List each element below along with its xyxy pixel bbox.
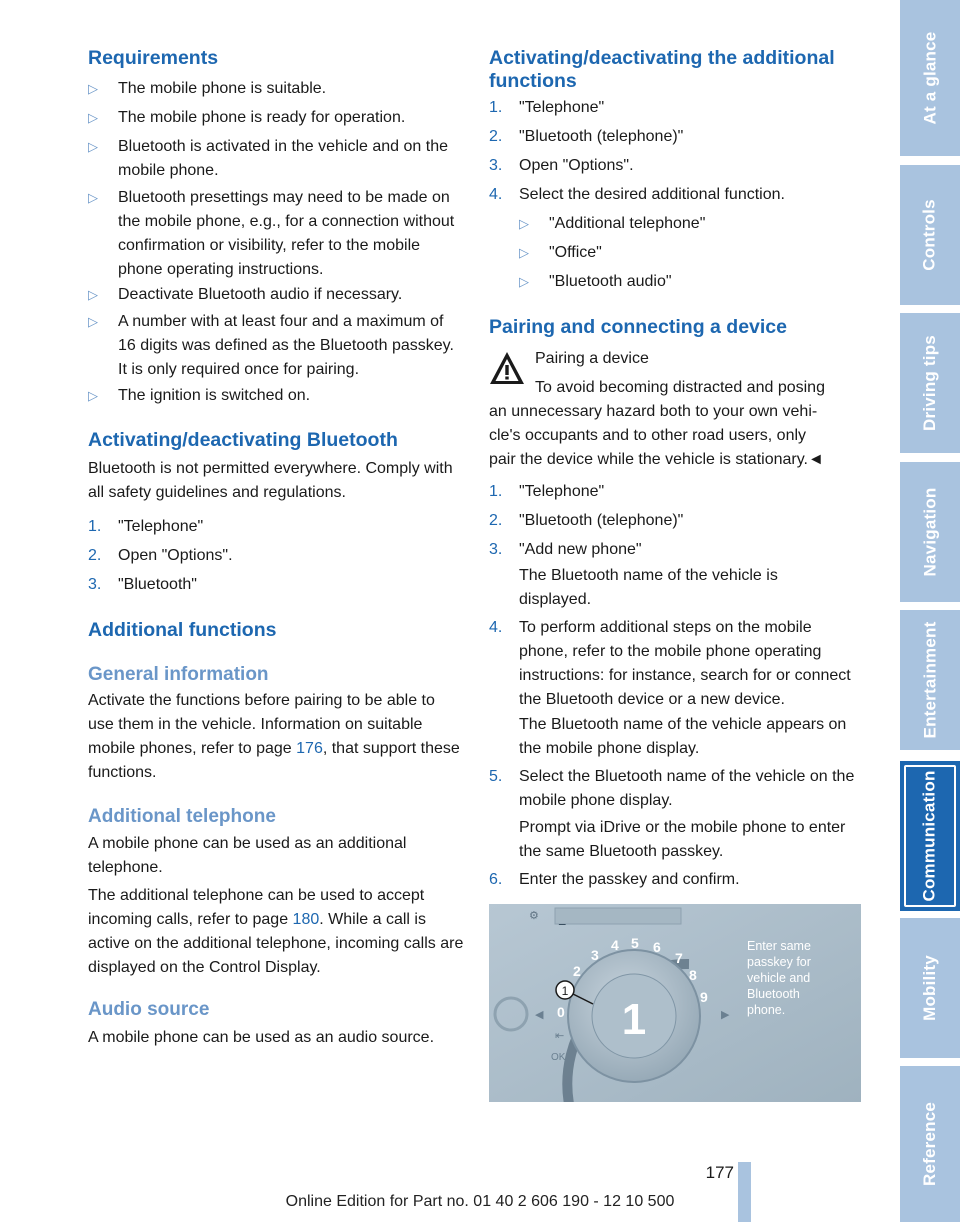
additional-telephone-heading: Additional telephone (88, 806, 276, 827)
tab-navigation[interactable]: Navigation (900, 462, 960, 602)
list-item: ▷ "Bluetooth audio" (519, 270, 864, 294)
list-item: 5. Select the Bluetooth name of the vehicle on the mobile phone display. (489, 768, 855, 809)
dial-digit: 7 (675, 950, 683, 966)
screen-text: vehicle and (747, 971, 811, 985)
audio-source-text: A mobile phone can be used as an audio source. (88, 1029, 435, 1046)
passkey-field: _ (559, 911, 566, 926)
arrow-left-icon: ◀ (535, 1008, 544, 1021)
screen-text: phone. (747, 1003, 786, 1017)
list-item: ▷ Deactivate Bluetooth audio if necessary. (88, 283, 464, 307)
page-number: 177 (705, 1163, 734, 1182)
screen-text: Bluetooth (747, 987, 800, 1001)
footer-text: Online Edition for Part no. 01 40 2 606 190 - 12 10 500 (285, 1193, 675, 1210)
triangle-bullet-icon: ▷ (519, 245, 529, 260)
triangle-bullet-icon: ▷ (88, 287, 98, 302)
activating-intro: Bluetooth is not permitted everywhere. Comply with all safety guidelines and regulations. (88, 460, 453, 501)
warning-text: cle's occupants and to other road users, only (489, 427, 807, 444)
tab-at-a-glance[interactable]: At a glance (900, 0, 960, 156)
tab-communication[interactable]: Communication (900, 761, 960, 911)
warning-icon (489, 350, 525, 386)
list-item: ▷ Bluetooth presettings may need to be made on the mobile phone, e.g., for a connection without confirmation or visibility, refer to the mobile phone operating instructions. (88, 186, 464, 282)
dial-digit: 8 (689, 967, 697, 983)
chapter-tabs (900, 0, 960, 1222)
list-item: ▷ Bluetooth is activated in the vehicle and on the mobile phone. (88, 135, 464, 183)
warning-text: pair the device while the vehicle is stationary.◄ (489, 451, 824, 468)
dial-digit: 6 (653, 939, 661, 955)
callout-number: 1 (561, 984, 569, 998)
list-item: The Bluetooth name of the vehicle is displayed. (519, 567, 778, 608)
list-item: 4. Select the desired additional function. (489, 186, 785, 203)
list-item: 3. "Add new phone" (489, 541, 642, 558)
dial-digit: 3 (591, 947, 599, 963)
gear-icon: ⚙ (529, 909, 539, 922)
page-marker-bar (738, 1162, 751, 1222)
triangle-bullet-icon: ▷ (88, 139, 98, 154)
list-item: 4. To perform additional steps on the mobile phone, refer to the mobile phone operating instructions: for instance, search for or connect the Bluetooth device or a new device. (489, 619, 851, 708)
general-information-text: Activate the functions before pairing to be able to use them in the vehicle. Information on suitable mobile phones, refer to page 176, that support these functions. (88, 692, 460, 781)
list-item: 1. "Telephone" (88, 518, 204, 535)
additional-telephone-text: A mobile phone can be used as an additional telephone. (88, 835, 407, 876)
list-item: The Bluetooth name of the vehicle appears on the mobile phone display. (519, 716, 847, 757)
warning-title: Pairing a device (535, 350, 649, 367)
page-link-180[interactable]: 180 (292, 911, 320, 928)
warning-text: an unnecessary hazard both to your own vehi- (489, 403, 818, 420)
triangle-bullet-icon: ▷ (519, 216, 529, 231)
list-item: 3. Open "Options". (489, 157, 634, 174)
additional-functions-heading: Additional functions (88, 619, 277, 641)
list-item: ▷ A number with at least four and a maximum of 16 digits was defined as the Bluetooth passkey. It is only required once for pairing. (88, 310, 464, 382)
arrow-right-icon: ▶ (721, 1008, 730, 1021)
additional-telephone-text-2: The additional telephone can be used to accept incoming calls, refer to page 180. While a call is active on the additional telephone, incoming calls are displayed on the Control Display. (88, 887, 464, 976)
backspace-icon: ⇤ (555, 1029, 565, 1042)
list-item: 1. "Telephone" (489, 99, 605, 116)
dial-digit: 9 (700, 989, 708, 1005)
general-information-heading: General information (88, 664, 269, 685)
list-item: ▷ The ignition is switched on. (88, 384, 464, 408)
warning-text: To avoid becoming distracted and posing (535, 379, 825, 396)
list-item: 2. "Bluetooth (telephone)" (489, 512, 684, 529)
list-item: ▷ "Office" (519, 241, 864, 265)
dial-digit: 0 (557, 1004, 565, 1020)
triangle-bullet-icon: ▷ (88, 110, 98, 125)
activating-heading: Activating/deactivating Bluetooth (88, 429, 398, 451)
dial-digit: 2 (573, 963, 581, 979)
list-item: 1. "Telephone" (489, 483, 605, 500)
triangle-bullet-icon: ▷ (88, 314, 98, 329)
tab-entertainment[interactable]: Entertainment (900, 610, 960, 750)
list-item: 3. "Bluetooth" (88, 576, 197, 593)
screen-text: passkey for (747, 955, 811, 969)
tab-reference[interactable]: Reference (900, 1066, 960, 1222)
tab-controls[interactable]: Controls (900, 165, 960, 305)
list-item: Prompt via iDrive or the mobile phone to enter the same Bluetooth passkey. (519, 819, 846, 860)
screen-text: Enter same (747, 939, 811, 953)
tab-mobility[interactable]: Mobility (900, 918, 960, 1058)
page-link-176[interactable]: 176 (296, 740, 323, 757)
triangle-bullet-icon: ▷ (519, 274, 529, 289)
triangle-bullet-icon: ▷ (88, 81, 98, 96)
dial-digit: 4 (611, 937, 619, 953)
list-item: 2. "Bluetooth (telephone)" (489, 128, 684, 145)
pairing-heading: Pairing and connecting a device (489, 316, 787, 338)
list-item: ▷ "Additional telephone" (519, 212, 864, 236)
triangle-bullet-icon: ▷ (88, 388, 98, 403)
requirements-heading: Requirements (88, 47, 219, 69)
list-item: ▷ The mobile phone is suitable. (88, 77, 464, 101)
triangle-bullet-icon: ▷ (88, 190, 98, 205)
list-item: ▷ The mobile phone is ready for operation. (88, 106, 464, 130)
dial-digit: 5 (631, 935, 639, 951)
list-item: 6. Enter the passkey and confirm. (489, 871, 740, 888)
tab-driving-tips[interactable]: Driving tips (900, 313, 960, 453)
additional-functions-activation-heading: Activating/deactivating the additional functions (489, 47, 835, 92)
selected-digit: 1 (621, 995, 647, 1044)
idrive-passkey-figure (489, 904, 861, 1102)
list-item: 2. Open "Options". (88, 547, 233, 564)
ok-label: OK (551, 1052, 566, 1063)
audio-source-heading: Audio source (88, 999, 210, 1020)
